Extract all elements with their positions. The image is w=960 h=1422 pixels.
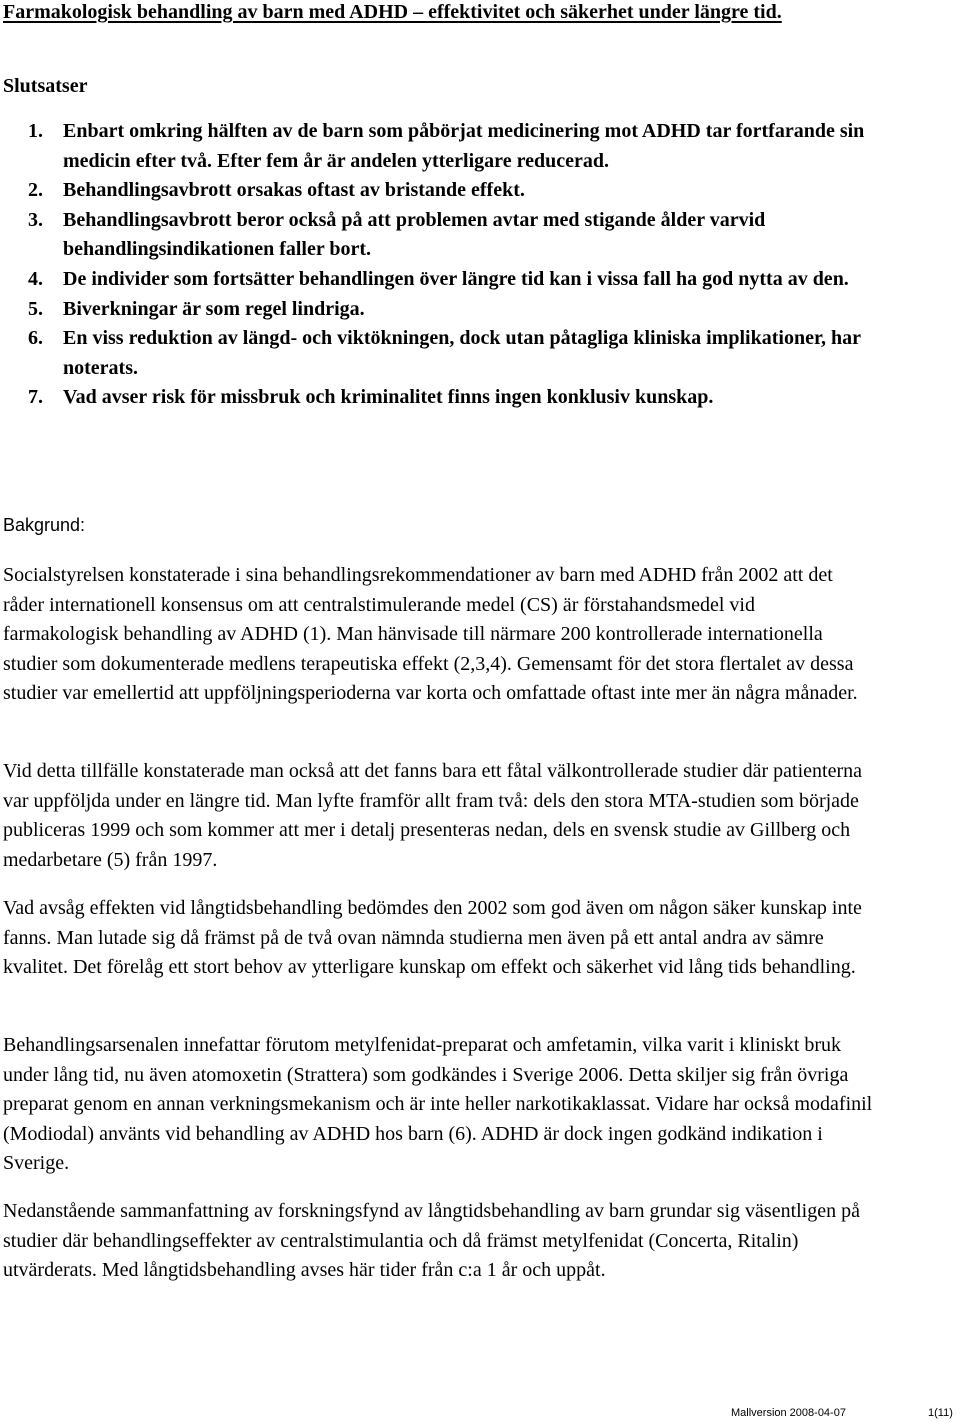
conclusions-heading: Slutsatser [3, 75, 88, 97]
conclusion-item [0, 265, 900, 295]
conclusion-number: 2. [28, 179, 43, 202]
conclusion-number: 4. [28, 267, 43, 290]
conclusion-number: 3. [28, 208, 43, 231]
conclusion-item [0, 117, 900, 176]
conclusion-text: Behandlingsavbrott orsakas oftast av bristande effekt. [63, 179, 525, 202]
background-paragraph: Behandlingsarsenalen innefattar förutom metylfenidat-preparat och amfetamin, vilka varit i kliniskt bruk under lång tid, nu även atomoxetin (Strattera) som godkändes i Sverige 2006. Detta skiljer sig från övriga preparat genom en annan verkningsmekanism och är inte heller narkotikaklassat. Vidare har också modafinil (Modiodal) använts vid behandling av ADHD hos barn (6). ADHD är dock ingen godkänd indikation i Sverige. [3, 1034, 873, 1175]
conclusion-text: Vad avser risk för missbruk och kriminalitet finns ingen konklusiv kunskap. [63, 386, 714, 409]
conclusions-list [0, 117, 900, 413]
conclusion-number: 1. [28, 120, 43, 142]
footer-version: Mallversion 2008-04-07 [731, 1407, 846, 1419]
conclusion-item [0, 176, 900, 206]
conclusion-number: 5. [28, 297, 43, 320]
conclusion-item [0, 295, 900, 325]
conclusion-text: Behandlingsavbrott beror också på att problemen avtar med stigande ålder varvid behandlingsindikationen faller bort. [63, 208, 766, 261]
background-paragraph: Nedanstående sammanfattning av forskningsfynd av långtidsbehandling av barn grundar sig väsentligen på studier där behandlingseffekter av centralstimulantia och då främst metylfenidat (Concerta, Ritalin) utvärderats. Med långtidsbehandling avses här tider från c:a 1 år och uppåt. [3, 1200, 860, 1282]
conclusion-text: Biverkningar är som regel lindriga. [63, 297, 365, 320]
document-title: Farmakologisk behandling av barn med ADHD – effektivitet och säkerhet under längre tid. [3, 1, 782, 23]
background-paragraph: Socialstyrelsen konstaterade i sina behandlingsrekommendationer av barn med ADHD från 2002 att det råder internationell konsensus om att centralstimulerande medel (CS) är förstahandsmedel vid farmakologisk behandling av ADHD (1). Man hänvisade till närmare 200 kontrollerade internationella studier som dokumenterade medlens terapeutiska effekt (2,3,4). Gemensamt för det stora flertalet av dessa studier var emellertid att uppföljningsperioderna var korta och omfattade oftast inte mer än några månader. [3, 564, 858, 705]
conclusion-item [0, 206, 900, 265]
background-paragraph: Vid detta tillfälle konstaterade man också att det fanns bara ett fåtal välkontrollerade studier där patienterna var uppföljda under en längre tid. Man lyfte framför allt fram två: dels den stora MTA-studien som började publiceras 1999 och som kommer att mer i detalj presenteras nedan, dels en svensk studie av Gillberg och medarbetare (5) från 1997. [3, 760, 862, 871]
background-heading: Bakgrund: [3, 515, 86, 535]
conclusion-text: En viss reduktion av längd- och viktökningen, dock utan påtagliga kliniska implikationer, har noterats. [63, 327, 861, 379]
conclusion-number: 6. [28, 327, 43, 350]
conclusion-number: 7. [28, 386, 43, 409]
footer-page-number: 1(11) [928, 1407, 953, 1419]
background-paragraph: Vad avsåg effekten vid långtidsbehandling bedömdes den 2002 som god även om någon säker kunskap inte fanns. Man lutade sig då främst på de två ovan nämnda studierna men även på ett antal andra av sämre kvalitet. Det förelåg ett stort behov av ytterligare kunskap om effekt och säkerhet vid lång tids behandling. [3, 897, 862, 979]
conclusion-item [0, 324, 900, 383]
conclusion-item [0, 383, 900, 413]
conclusion-text: De individer som fortsätter behandlingen över längre tid kan i vissa fall ha god nytta av den. [63, 267, 849, 290]
conclusion-text: Enbart omkring hälften av de barn som påbörjat medicinering mot ADHD tar fortfarande sin medicin efter två. Efter fem år är andelen ytterligare reducerad. [63, 120, 865, 172]
